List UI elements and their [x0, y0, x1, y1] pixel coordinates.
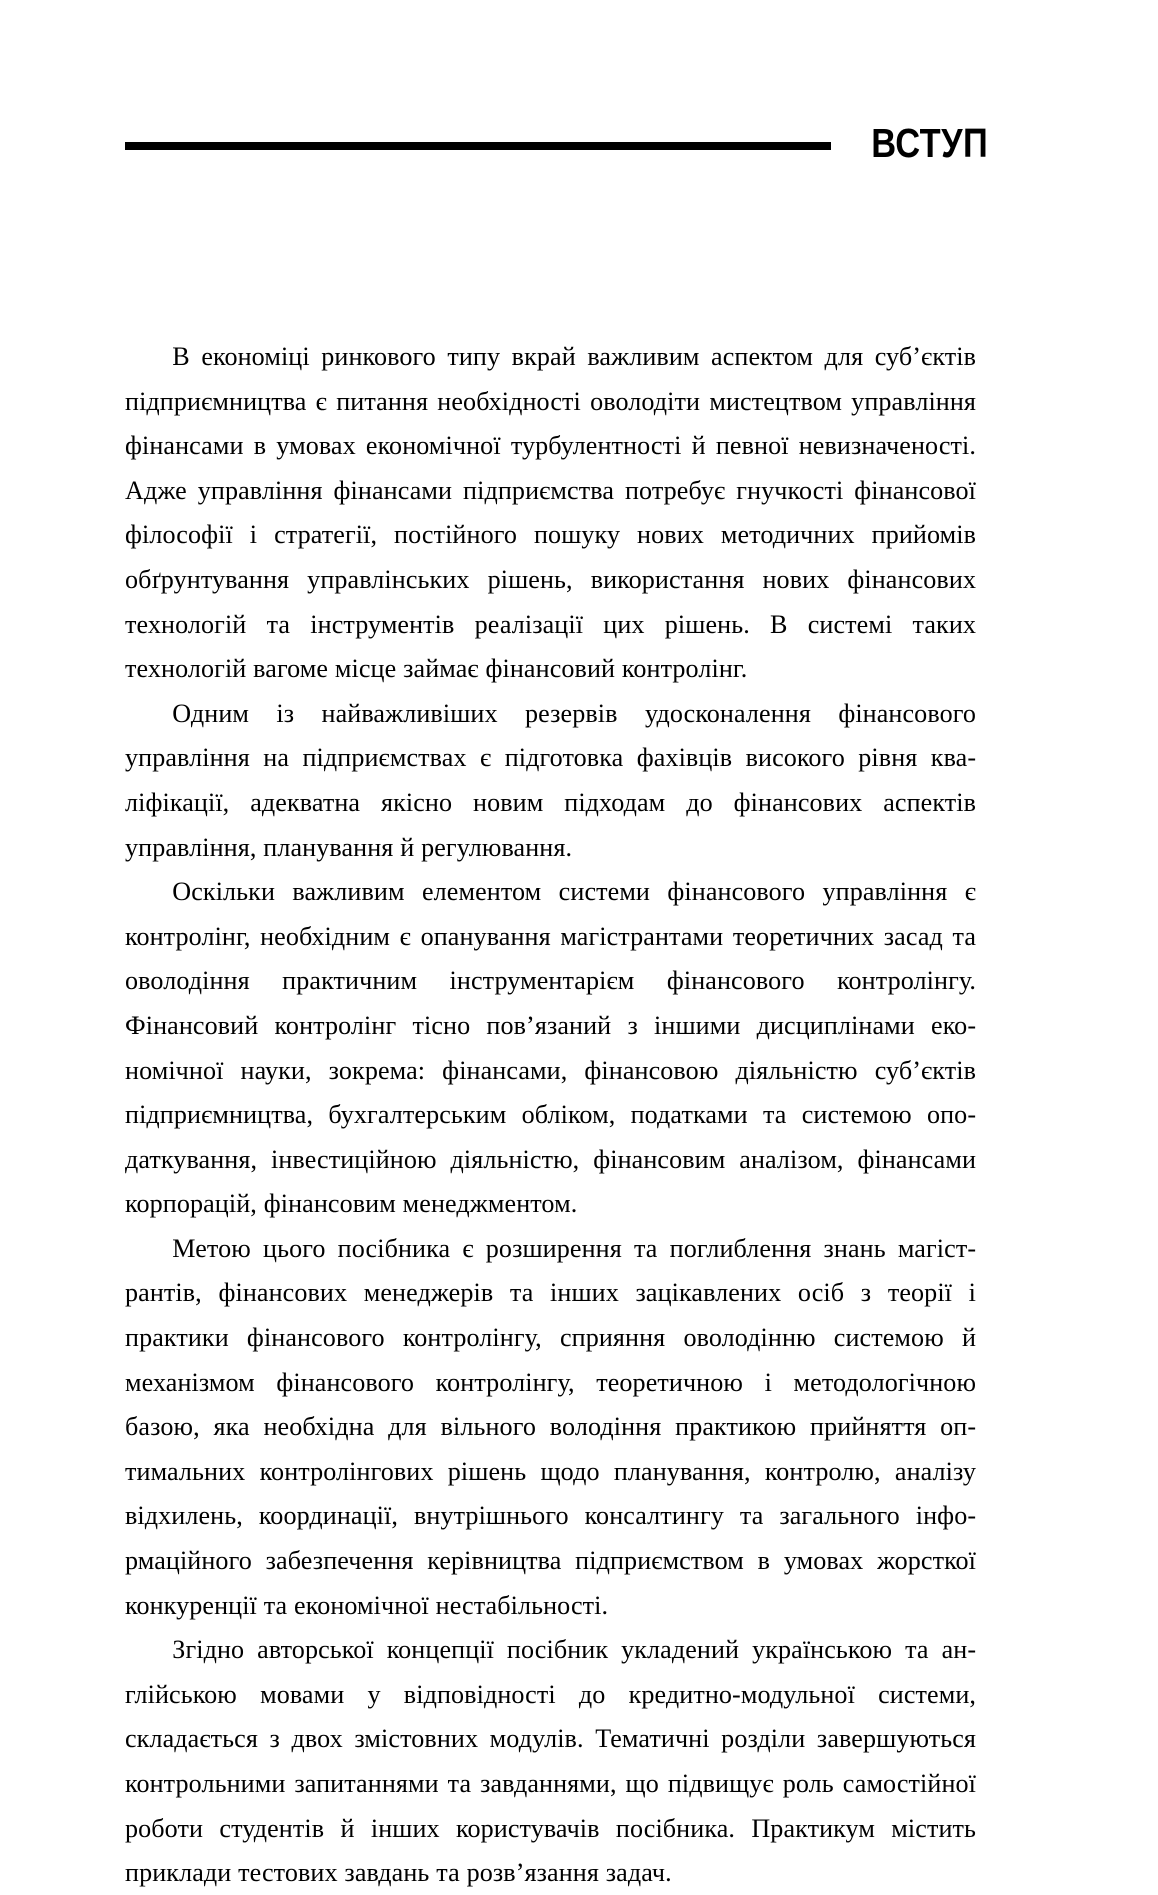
paragraph: Згідно авторської концепції посібник укладений українською та англійською мовами у відповідності до кредитно-модульної системи, складається з двох змістовних модулів. Тематичні розділи завершуються контрольними запитаннями та завданнями, що підвищує роль самостійної роботи студентів й інших користувачів посібника. Практикум містить приклади тестових завдань та розв’язання задач. [125, 1634, 977, 1888]
page-title: ВСТУП [871, 119, 988, 166]
paragraph: Одним із найважливіших резервів удосконалення фінансового управління на підприємствах є підготовка фахівців високого рівня кваліфікації, адекватна якісно новим підходам до фінансових аспектів управління, планування й регулювання. [125, 697, 977, 862]
paragraph: Метою цього посібника є розширення та поглиблення знань магістрантів, фінансових менеджерів та інших зацікавлених осіб з теорії і практики фінансового контролінгу, сприяння оволодінню системою й механізмом фінансового контролінгу, теоретичною і методологічною базою, яка необхідна для вільного володіння практикою прийняття оптимальних контролінгових рішень щодо планування, контролю, аналізу відхилень, координації, внутрішнього консалтингу та загального інформаційного забезпечення керівництва підприємством в умовах жорсткої конкуренції та економічної нестабільності. [125, 1232, 977, 1620]
paragraph: Оскільки важливим елементом системи фінансового управління є контролінг, необхідним є опанування магістрантами теоретичних засад та оволодіння практичним інструментарієм фінансового контролінгу. Фінансовий контролінг тісно пов’язаний з іншими дисциплінами економічної науки, зокрема: фінансами, фінансовою діяльністю суб’єктів підприємництва, бухгалтерським обліком, податками та системою оподаткування, інвестиційною діяльністю, фінансовим аналізом, фінансами корпорацій, фінансовим менеджментом. [125, 876, 977, 1219]
header-double-rule [125, 142, 831, 150]
paragraph: В економіці ринкового типу вкрай важливим аспектом для суб’єктів підприємництва є питання необхідності оволодіти мистецтвом управління фінансами в умовах економічної турбулентності й певної невизначеності. Адже управління фінансами підприємства потребує гнучкості фінансової філософії і стратегії, постійного пошуку нових методичних прийомів обґрунтування управлінських рішень, використання нових фінансових технологій та інструментів реалізації цих рішень. В системі таких технологій вагоме місце займає фінансовий контролінг. [125, 341, 977, 684]
page-running-head [125, 116, 988, 170]
body-text-column [125, 334, 989, 1895]
